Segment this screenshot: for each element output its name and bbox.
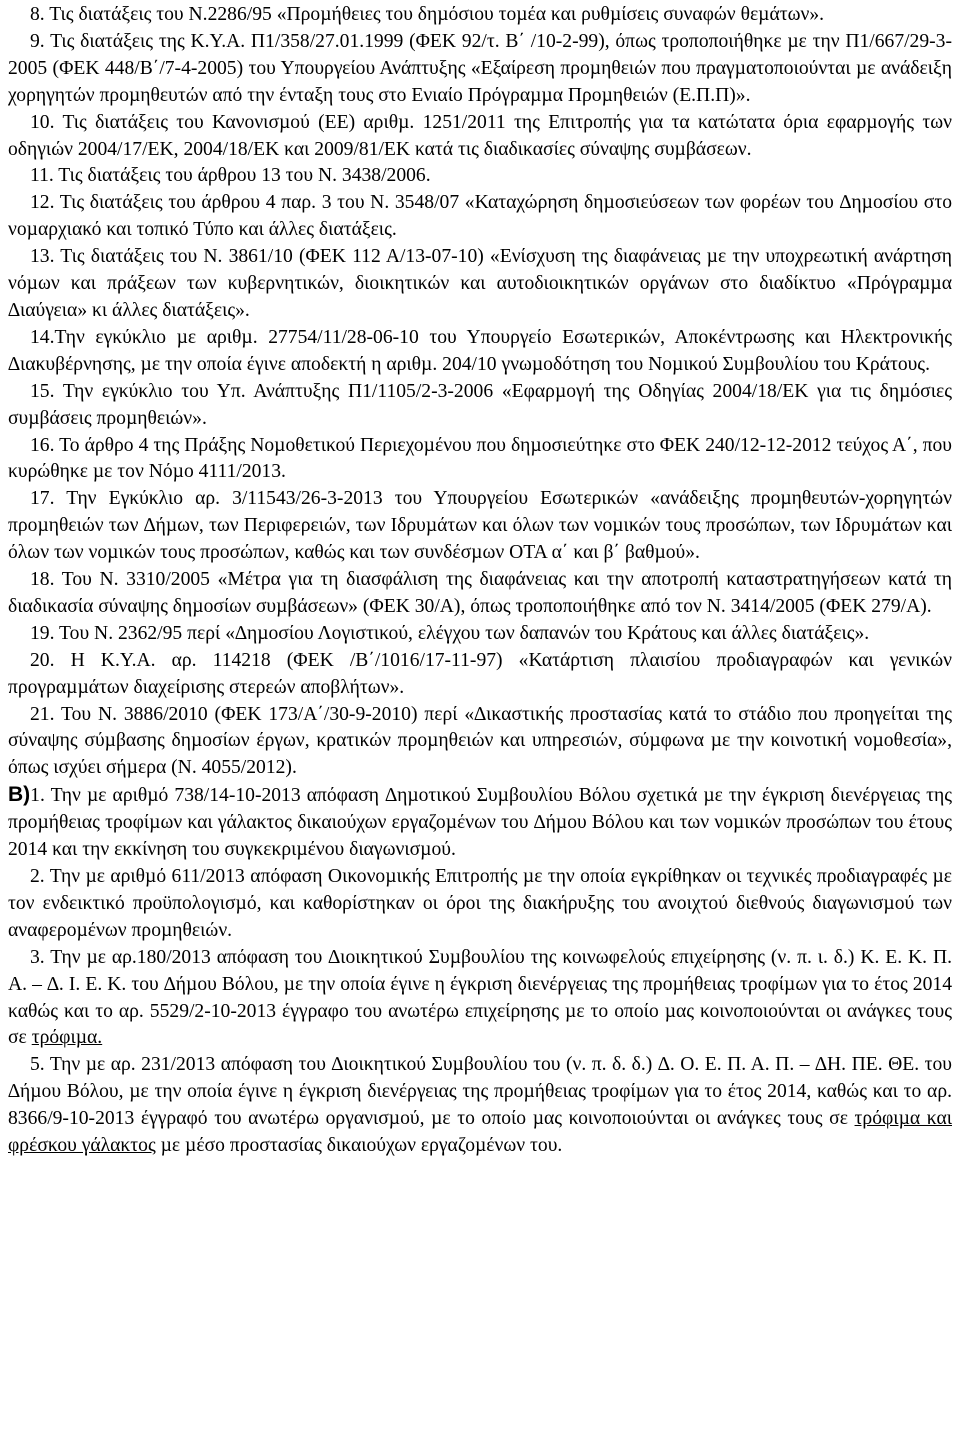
- underlined-text: τρόφιµα.: [31, 1027, 103, 1049]
- item-text: 11. Τις διατάξεις του άρθρου 13 του Ν. 3438/2006.: [30, 165, 431, 187]
- item-text: 16. Το άρθρο 4 της Πράξης Νοµοθετικού Περιεχοµένου που δηµοσιεύτηκε στο ΦΕΚ 240/12-12-2012 τεύχος Α΄, που κυρώθηκε µε τον Νόµο 4111/2013.: [8, 434, 952, 483]
- item-text: 1. Την µε αριθµό 738/14-10-2013 απόφαση ∆ηµοτικού Συµβουλίου Βόλου σχετικά µε την έγκριση διενέργειας της προµήθειας τροφίµων και γάλακτος δικαιούχων εργαζοµένων του ∆ήµου Βόλου και των νοµικών προσώπων του έτους 2014 και την εκκίνηση του συγκεκριµένου διαγωνισµού.: [8, 785, 952, 861]
- section-b-item-3: [8, 945, 952, 1053]
- item-text: 8. Τις διατάξεις του Ν.2286/95 «Προµήθειες του δηµόσιου τοµέα και ρυθµίσεις συναφών θεµάτων».: [30, 4, 825, 25]
- section-b-item-1: [8, 782, 952, 864]
- section-b-item-5: [8, 1052, 952, 1160]
- list-item-17: [8, 486, 952, 567]
- list-item-16: [8, 433, 952, 487]
- item-text: 9. Τις διατάξεις της Κ.Υ.Α. Π1/358/27.01.1999 (ΦΕΚ 92/τ. Β΄ /10-2-99), όπως τροποποιήθηκε µε την Π1/667/29-3-2005 (ΦΕΚ 448/Β΄/7-4-2005) του Υπουργείου Ανάπτυξης «Εξαίρεση προµηθειών που πραγµατοποιούνται µε ανάδειξη χορηγητών προµηθευτών από την ένταξη τους στο Ενιαίο Πρόγραµµα Προµηθειών (Ε.Π.Π)».: [8, 30, 952, 106]
- item-text: 2. Την µε αριθµό 611/2013 απόφαση Οικονοµικής Επιτροπής µε την οποία εγκρίθηκαν οι τεχνικές προδιαγραφές µε τον ενδεικτικό προϋπολογισµό, και καθορίστηκαν οι όροι της διακήρυξης του ανοιχτού διεθνούς διαγωνισµού των αναφεροµένων προµηθειών.: [8, 866, 952, 941]
- item-text: 3. Την µε αρ.180/2013 απόφαση του ∆ιοικητικού Συµβουλίου της κοινωφελούς επιχείρησης (ν. π. ι. δ.) Κ. Ε. Κ. Π. Α. – ∆. Ι. Ε. Κ. του ∆ήµου Βόλου, µε την οποία έγινε η έγκριση διενέργειας της προµήθειας τροφίµων για το έτος 2014 καθώς και το αρ. 5529/2-10-2013 έγγραφο του ανωτέρω επιχείρησης µε το οποίο µας κοινοποιούνται οι ανάγκες τους σε: [8, 946, 952, 1049]
- item-text: 17. Την Εγκύκλιο αρ. 3/11543/26-3-2013 του Υπουργείου Εσωτερικών «ανάδειξης προµηθευτών-χορηγητών προµηθειών των ∆ήµων, των Περιφερειών, των Ιδρυµάτων και όλων των νοµικών τους προσώπων, των Ιδρυµάτων και όλων των νοµικών τους προσώπων, καθώς και των συνδέσµων ΟΤΑ α΄ και β΄ βαθµού».: [8, 488, 952, 564]
- item-text: 15. Την εγκύκλιο του Υπ. Ανάπτυξης Π1/1105/2-3-2006 «Εφαρµογή της Οδηγίας 2004/18/ΕΚ για τις δηµόσιες συµβάσεις προµηθειών».: [8, 380, 952, 429]
- item-text: 12. Τις διατάξεις του άρθρου 4 παρ. 3 του Ν. 3548/07 «Καταχώρηση δηµοσιεύσεων των φορέων του ∆ηµοσίου στο νοµαρχιακό και τοπικό Τύπο και άλλες διατάξεις.: [8, 192, 952, 241]
- item-text: 5. Την µε αρ. 231/2013 απόφαση του ∆ιοικητικού Συµβουλίου του (ν. π. δ. δ.) ∆. Ο. Ε. Π. Α. Π. – ∆Η. ΠΕ. ΘΕ. του ∆ήµου Βόλου, µε την οποία έγινε η έγκριση διενέργειας της προµήθειας τροφίµων για το έτος 2014, καθώς και το αρ. 8366/9-10-2013 έγγραφό του ανωτέρω οργανισµού, µε το οποίο µας κοινοποιούνται οι ανάγκες τους σε: [8, 1054, 952, 1130]
- list-item-19: [8, 621, 952, 648]
- list-item-12: [8, 190, 952, 244]
- list-item-14: [8, 325, 952, 379]
- list-item-15: [8, 379, 952, 433]
- list-item-13: [8, 244, 952, 325]
- list-item-10: [8, 110, 952, 164]
- section-letter: Β): [8, 783, 31, 807]
- item-text: 21. Του Ν. 3886/2010 (ΦΕΚ 173/Α΄/30-9-2010) περί «∆ικαστικής προστασίας κατά το στάδιο που προηγείται της σύναψης σύµβασης δηµοσίων έργων, κρατικών προµηθειών και υπηρεσιών, σύµφωνα µε την κοινοτική νοµοθεσία», όπως ισχύει σήµερα (Ν. 4055/2012).: [8, 703, 952, 779]
- underlined-text: τρόφιµα και φρέσκου γάλακτος: [8, 1108, 952, 1157]
- item-text: 18. Του Ν. 3310/2005 «Μέτρα για τη διασφάλιση της διαφάνειας και την αποτροπή καταστρατηγήσεων κατά τη διαδικασία σύναψης δηµοσίων συµβάσεων» (ΦΕΚ 30/Α), όπως τροποποιήθηκε από τον Ν. 3414/2005 (ΦΕΚ 279/Α).: [8, 569, 952, 617]
- item-text: 19. Του Ν. 2362/95 περί «∆ηµοσίου Λογιστικού, ελέγχου των δαπανών του Κράτους και άλλες διατάξεις».: [30, 622, 870, 644]
- section-b-item-2: [8, 864, 952, 945]
- list-item-18: [8, 567, 952, 621]
- item-text: 14.Την εγκύκλιο µε αριθµ. 27754/11/28-06-10 του Υπουργείο Εσωτερικών, Αποκέντρωσης και Ηλεκτρονικής ∆ιακυβέρνησης, µε την οποία έγινε αποδεκτή η αριθµ. 204/10 γνωµοδότηση του Νοµικού Συµβουλίου του Κράτους.: [8, 326, 952, 375]
- list-item-21: [8, 702, 952, 783]
- list-item-9: [8, 29, 952, 110]
- item-text: 20. Η Κ.Υ.Α. αρ. 114218 (ΦΕΚ /Β΄/1016/17-11-97) «Κατάρτιση πλαισίου προδιαγραφών και γενικών προγραµµάτων διαχείρισης στερεών αποβλήτων».: [8, 649, 952, 698]
- list-item-8: [8, 2, 952, 29]
- item-text: 10. Τις διατάξεις του Κανονισµού (ΕΕ) αριθµ. 1251/2011 της Επιτροπής για τα κατώτατα όρια εφαρµογής των οδηγιών 2004/17/ΕΚ, 2004/18/ΕΚ και 2009/81/ΕΚ κατά τις διαδικασίες σύναψης συµβάσεων.: [8, 111, 952, 160]
- list-item-20: [8, 648, 952, 702]
- list-item-11: [8, 163, 952, 190]
- item-tail-text: µε µέσο προστασίας δικαιούχων εργαζοµένων του.: [155, 1135, 563, 1157]
- item-text: 13. Τις διατάξεις του Ν. 3861/10 (ΦΕΚ 112 Α/13-07-10) «Ενίσχυση της διαφάνειας µε την υποχρεωτική ανάρτηση νόµων και πράξεων των κυβερνητικών, διοικητικών και αυτοδιοικητικών οργάνων στο διαδίκτυο «Πρόγραµµα ∆ιαύγεια» κι άλλες διατάξεις».: [8, 246, 952, 321]
